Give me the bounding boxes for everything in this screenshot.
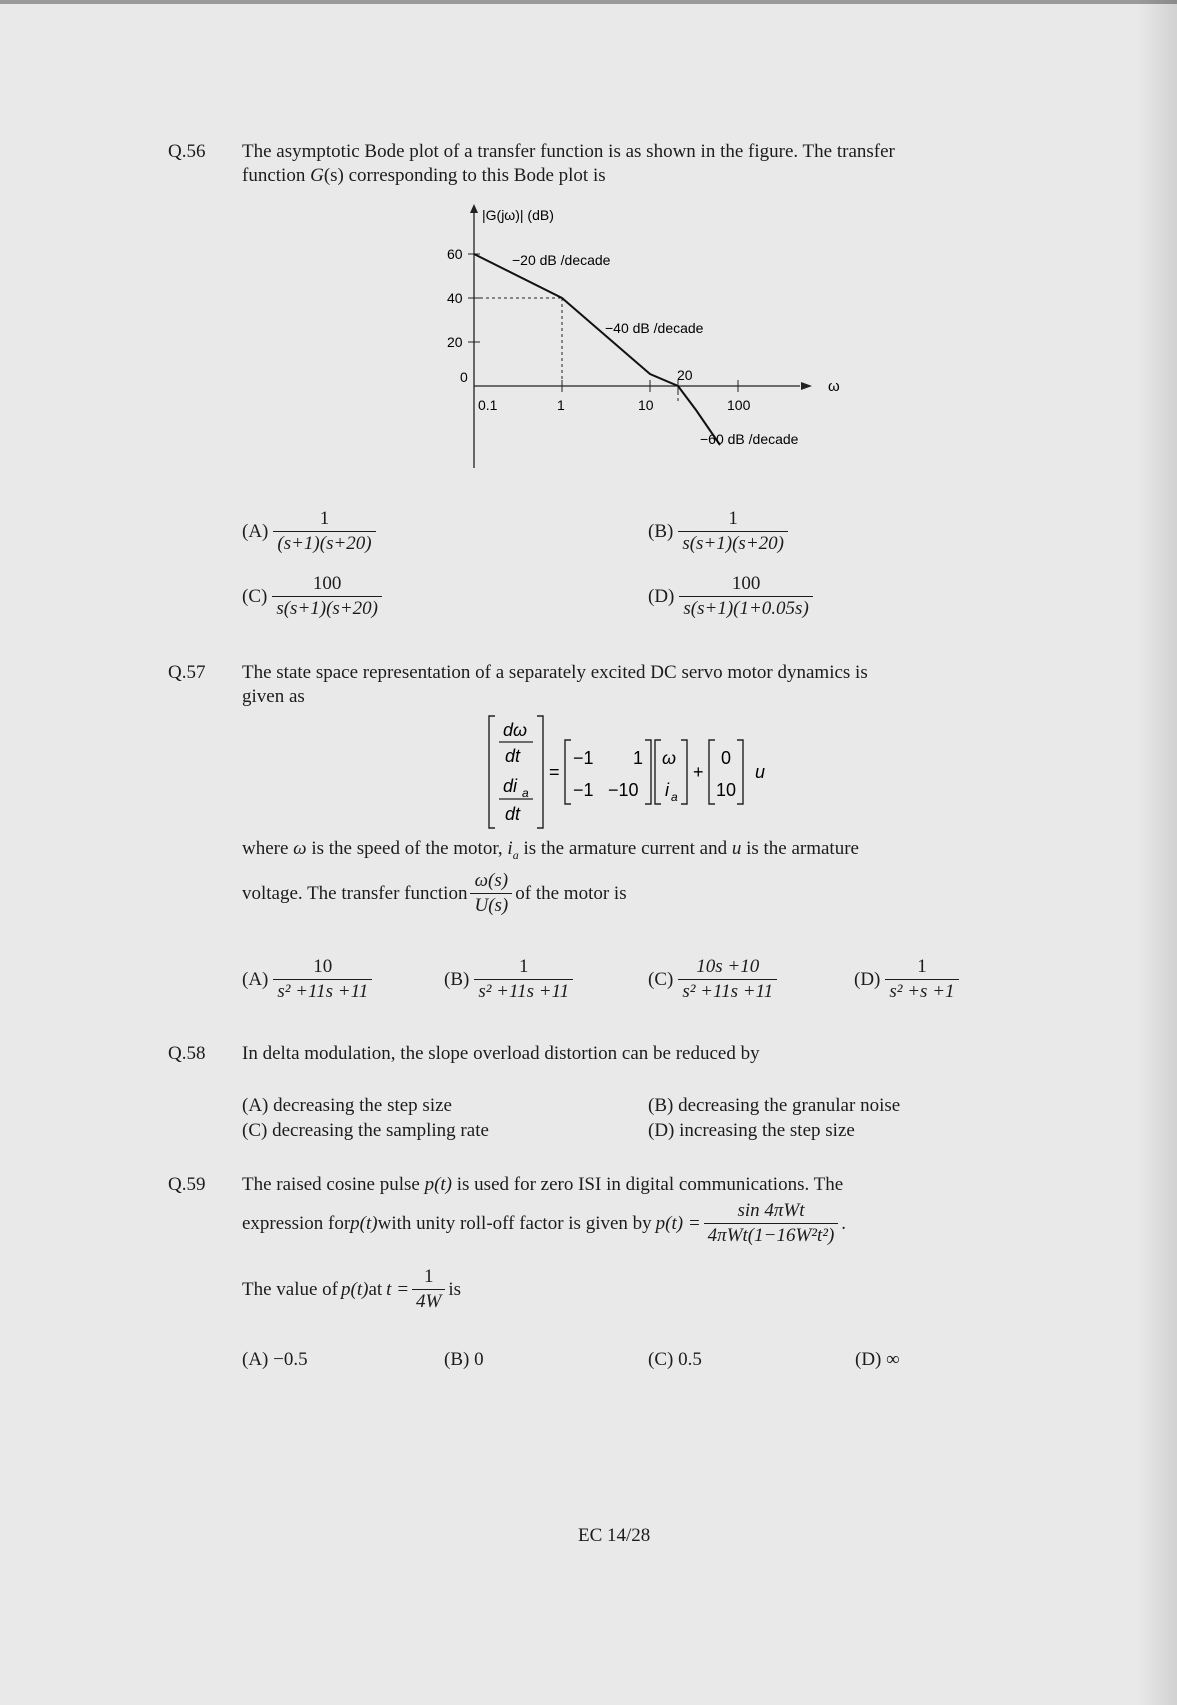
q56-option-d-label: (D)	[648, 585, 675, 607]
q57-where-a: where	[242, 838, 294, 859]
state-bracket-left	[655, 740, 661, 804]
matrix-b-2: 10	[716, 780, 737, 800]
q57-option-d-fraction	[885, 956, 958, 1003]
q57-option-d[interactable]	[854, 956, 962, 1003]
q56-option-c-den: s(s+1)(s+20)	[272, 596, 382, 620]
matrix-a-bracket-right	[645, 740, 651, 804]
q57-option-a-den: s² +11s +11	[273, 979, 372, 1003]
q57-option-b-fraction	[474, 956, 573, 1003]
q59-stem-line1	[242, 1174, 843, 1196]
matrix-a-bracket-left	[565, 740, 571, 804]
y-tick-label-60: 60	[447, 246, 463, 262]
q57-where-d: is the armature	[741, 838, 859, 859]
q57-option-b-num: 1	[518, 956, 529, 977]
q57-option-c[interactable]	[648, 956, 780, 1003]
q56-stem-g: G	[310, 165, 324, 186]
q57-where-c: is the armature current and	[518, 838, 732, 859]
lhs-bracket-left	[489, 716, 495, 828]
y-tick-label-0: 0	[460, 369, 468, 385]
q56-option-b-fraction	[678, 508, 788, 555]
q56-option-b-label: (B)	[648, 520, 674, 542]
q58-option-c[interactable]: (C) decreasing the sampling rate	[242, 1120, 489, 1141]
q57-option-b[interactable]	[444, 956, 576, 1003]
q59-option-c[interactable]: (C) 0.5	[648, 1349, 702, 1370]
x-tick-label-0.1: 0.1	[478, 397, 498, 413]
q58-option-a[interactable]: (A) decreasing the step size	[242, 1095, 452, 1116]
lhs-bracket-right	[537, 716, 543, 828]
q57-stem-line2: given as	[242, 686, 305, 707]
q56-option-c-fraction	[272, 573, 382, 620]
q56-option-c-label: (C)	[242, 585, 268, 607]
q57-option-b-label: (B)	[444, 968, 470, 990]
q56-option-b-den: s(s+1)(s+20)	[678, 531, 788, 555]
y-axis-arrow	[470, 204, 478, 213]
q57-where-omega: ω	[293, 838, 307, 859]
state-ia: i	[665, 780, 669, 800]
q57-voltage-post: of the motor is	[515, 882, 627, 904]
page-footer: EC 14/28	[578, 1525, 651, 1546]
state-omega: ω	[662, 748, 677, 768]
q56-option-a[interactable]	[242, 508, 379, 555]
q59-pulse-expression	[704, 1200, 839, 1247]
state-ia-sub: a	[671, 790, 678, 804]
top-scan-edge	[0, 0, 1177, 4]
input-u: u	[755, 762, 766, 782]
q56-option-b-num: 1	[728, 508, 738, 529]
state-space-equation	[485, 712, 815, 832]
q56-option-a-fraction	[273, 508, 375, 555]
lhs-dt-1: dt	[505, 746, 521, 766]
matrix-a-11: −1	[573, 748, 594, 768]
q59-line1-b: is used for zero ISI in digital communications. The	[452, 1174, 844, 1195]
q57-where-line	[242, 838, 859, 863]
q58-stem: In delta modulation, the slope overload distortion can be reduced by	[242, 1043, 760, 1064]
q57-option-a[interactable]	[242, 956, 375, 1003]
matrix-a-22: −10	[608, 780, 639, 800]
q56-option-d-num: 100	[731, 573, 761, 594]
q56-option-b[interactable]	[648, 508, 791, 555]
q59-value-line	[242, 1266, 461, 1313]
q59-number: Q.59	[168, 1174, 206, 1195]
q56-number: Q.56	[168, 141, 206, 162]
q59-value-den: 4W	[412, 1289, 445, 1313]
q56-option-c[interactable]	[242, 573, 385, 620]
q56-option-a-den: (s+1)(s+20)	[273, 531, 375, 555]
q57-option-c-den: s² +11s +11	[678, 979, 777, 1003]
marker-20-label: 20	[677, 367, 693, 383]
q56-stem-text-b: corresponding to this Bode plot is	[343, 165, 606, 186]
q59-option-b[interactable]: (B) 0	[444, 1349, 484, 1370]
q57-option-c-label: (C)	[648, 968, 674, 990]
q59-option-d[interactable]: (D) ∞	[855, 1349, 900, 1370]
x-tick-label-10: 10	[638, 397, 654, 413]
bode-magnitude-asymptote	[474, 254, 720, 445]
matrix-a-12: 1	[633, 748, 644, 768]
q59-value-t: t =	[386, 1278, 410, 1300]
slope-label-minus40: −40 dB /decade	[605, 320, 704, 336]
q57-option-c-fraction	[678, 956, 777, 1003]
q57-option-a-label: (A)	[242, 968, 269, 990]
q57-option-b-den: s² +11s +11	[474, 979, 573, 1003]
q58-option-d[interactable]: (D) increasing the step size	[648, 1120, 855, 1141]
slope-label-minus20: −20 dB /decade	[512, 252, 611, 268]
q56-option-a-num: 1	[319, 508, 330, 529]
lhs-dt-2: dt	[505, 804, 521, 824]
matrix-b-bracket-right	[737, 740, 743, 804]
x-axis-label: ω	[828, 378, 840, 395]
q59-expr-den: 4πWt(1−16W²t²)	[704, 1223, 839, 1247]
right-scan-shadow	[1137, 0, 1177, 1705]
q59-value-fraction	[412, 1266, 445, 1313]
q57-tf-den: U(s)	[470, 893, 512, 917]
q56-option-c-num: 100	[312, 573, 342, 594]
q56-stem-line1: The asymptotic Bode plot of a transfer function is as shown in the figure. The transfer	[242, 141, 895, 162]
x-tick-label-1: 1	[557, 397, 565, 413]
q59-line2-a: expression for	[242, 1212, 351, 1234]
q59-expr-end: .	[841, 1212, 847, 1234]
q56-option-d-den: s(s+1)(1+0.05s)	[679, 596, 812, 620]
q59-line2-p: p(t)	[350, 1212, 378, 1234]
slope-label-minus60: −60 dB /decade	[700, 431, 799, 447]
q57-voltage-line	[242, 870, 627, 917]
q59-value-num: 1	[423, 1266, 434, 1287]
q59-line2-b: with unity roll-off factor is given by	[377, 1212, 652, 1234]
q59-line1-p: p(t)	[424, 1174, 452, 1195]
q59-option-a[interactable]: (A) −0.5	[242, 1349, 308, 1370]
q57-option-d-label: (D)	[854, 968, 881, 990]
q56-option-d-fraction	[679, 573, 812, 620]
lhs-dia: di	[503, 776, 518, 796]
x-tick-label-100: 100	[727, 397, 751, 413]
q57-option-c-num: 10s +10	[696, 956, 760, 977]
q57-where-b: is the speed of the motor,	[306, 838, 508, 859]
q56-stem-text-a: function	[242, 165, 311, 186]
q56-stem-s: (s)	[323, 165, 344, 186]
q59-line2-lhs: p(t) =	[655, 1212, 701, 1234]
y-tick-label-40: 40	[447, 290, 463, 306]
equals-sign: =	[549, 762, 560, 782]
q57-option-d-den: s² +s +1	[885, 979, 958, 1003]
matrix-b-1: 0	[721, 748, 732, 768]
q57-where-isub: a	[512, 847, 519, 862]
q56-stem-line2	[242, 165, 606, 187]
q57-where-u: u	[731, 838, 742, 859]
q57-where-i: i	[507, 838, 513, 859]
q57-stem-line1: The state space representation of a separately excited DC servo motor dynamics is	[242, 662, 868, 683]
q57-voltage-pre: voltage. The transfer function	[242, 882, 468, 904]
q57-option-a-num: 10	[313, 956, 333, 977]
y-tick-label-20: 20	[447, 334, 463, 350]
q56-option-d[interactable]	[648, 573, 816, 620]
plus-sign: +	[693, 762, 704, 782]
x-axis-arrow	[801, 382, 812, 390]
q57-number: Q.57	[168, 662, 206, 683]
q56-option-a-label: (A)	[242, 520, 269, 542]
q57-option-d-num: 1	[917, 956, 927, 977]
q59-value-at: at	[368, 1278, 383, 1300]
q59-value-pre: The value of	[242, 1278, 339, 1300]
q59-line1-a: The raised cosine pulse	[242, 1174, 425, 1195]
q59-value-p: p(t)	[341, 1278, 369, 1300]
q59-stem-line2	[242, 1200, 846, 1247]
q57-transfer-function	[470, 870, 512, 917]
y-axis-label: |G(jω)| (dB)	[482, 207, 554, 223]
state-bracket-right	[681, 740, 687, 804]
bode-plot	[400, 200, 840, 470]
lhs-dw: dω	[503, 720, 528, 740]
matrix-b-bracket-left	[709, 740, 715, 804]
q58-option-b[interactable]: (B) decreasing the granular noise	[648, 1095, 901, 1116]
q58-number: Q.58	[168, 1043, 206, 1064]
q57-tf-num: ω(s)	[474, 870, 509, 891]
q59-value-post: is	[448, 1278, 462, 1300]
matrix-a-21: −1	[573, 780, 594, 800]
q59-expr-num: sin 4πWt	[737, 1200, 805, 1221]
q57-option-a-fraction	[273, 956, 372, 1003]
lhs-dia-sub: a	[522, 786, 529, 800]
